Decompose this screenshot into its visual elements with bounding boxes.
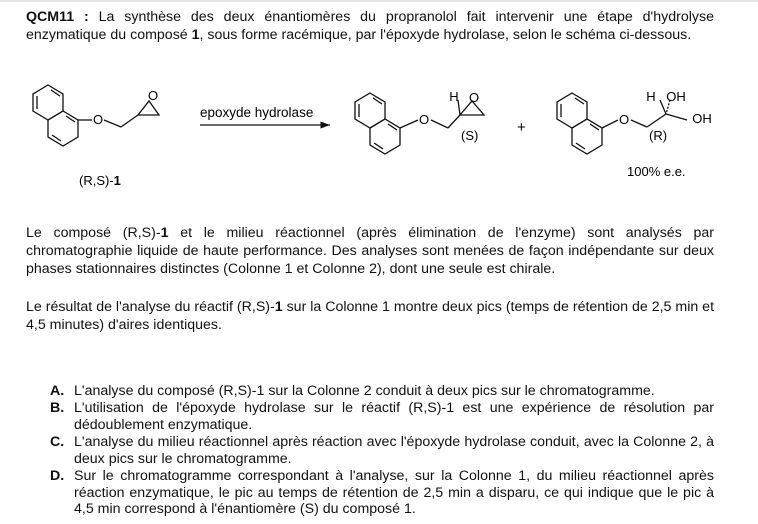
option-c[interactable] bbox=[50, 434, 714, 467]
product-s-config: (S) bbox=[461, 128, 479, 143]
option-b-text: L'utilisation de l'époxyde hydrolase sur le réactif (R,S)-1 est une expérience de résolution par dédoublement enzymatique. bbox=[74, 400, 714, 433]
reactant-ether-oxygen: O bbox=[92, 112, 104, 127]
option-a[interactable] bbox=[50, 383, 714, 400]
reaction-scheme bbox=[0, 80, 758, 190]
option-d-letter: D. bbox=[50, 468, 65, 484]
option-c-text: L'analyse du milieu réactionnel après réaction avec l'époxyde hydrolase conduit, avec la Colonne 2, à deux pics sur le chromatogramme. bbox=[74, 434, 714, 467]
option-a-letter: A. bbox=[50, 383, 65, 399]
product-r-hydrogen: H bbox=[646, 89, 656, 104]
product-s-ether-oxygen: O bbox=[418, 112, 430, 127]
paragraph2-text-1: Le composé (R,S)- bbox=[26, 225, 161, 241]
product-r-ether-oxygen: O bbox=[618, 112, 630, 127]
product-r-hydroxyl-2: OH bbox=[692, 111, 712, 126]
reactant-epoxide-oxygen: O bbox=[147, 88, 159, 103]
option-d-text: Sur le chromatogramme correspondant à l'analyse, sur la Colonne 1, du milieu réactionnel après réaction enzymatique, le pic au temps de rétention de 2,5 min a disparu, ce qui indique que le pic à 4,5 min correspond à l'énantiomère (S) du composé 1. bbox=[74, 468, 714, 518]
product-s-hydrogen: H bbox=[449, 89, 459, 104]
option-b[interactable] bbox=[50, 400, 714, 433]
option-d[interactable] bbox=[50, 468, 714, 518]
page-top-border bbox=[0, 0, 758, 2]
paragraph2-compound: 1 bbox=[160, 225, 169, 241]
question-intro bbox=[26, 8, 714, 44]
product-s-epoxide-oxygen: O bbox=[468, 90, 480, 105]
arrow-label: epoxyde hydrolase bbox=[200, 105, 314, 120]
product-r-hydroxyl-1: OH bbox=[666, 89, 686, 104]
paragraph2-text-2: et le milieu réactionnel (après élimination de l'enzyme) sont analysés par chromatographie liquide de haute performance. Des analyses sont menées de façon indépendante sur deux phases stationnaires distinctes (Colonne 1 et Colonne 2), dont une seule est chirale. bbox=[26, 225, 714, 278]
reactant-label: (R,S)-1 bbox=[79, 173, 121, 188]
plus-sign: + bbox=[517, 119, 526, 136]
question-id: QCM11 : bbox=[26, 9, 89, 25]
product-r-ee: 100% e.e. bbox=[627, 164, 686, 179]
intro-compound: 1 bbox=[191, 27, 200, 44]
paragraph3-text-2: sur la Colonne 1 montre deux pics (temps de rétention de 2,5 min et 4,5 minutes) d'aires identiques. bbox=[26, 299, 715, 334]
product-r-config: (R) bbox=[649, 128, 668, 143]
intro-text-1: La synthèse des deux énantiomères du propranolol fait intervenir une étape d'hydrolyse enzymatique du composé bbox=[26, 9, 714, 44]
paragraph3-compound: 1 bbox=[274, 299, 283, 315]
paragraph-result bbox=[26, 298, 714, 334]
intro-text-2: , sous forme racémique, par l'époxyde hydrolase, selon le schéma ci-dessous. bbox=[199, 27, 692, 44]
paragraph3-text-1: Le résultat de l'analyse du réactif (R,S)- bbox=[26, 299, 275, 315]
option-a-text: L'analyse du composé (R,S)-1 sur la Colonne 2 conduit à deux pics sur le chromatogramme. bbox=[74, 383, 655, 399]
option-c-letter: C. bbox=[50, 434, 65, 450]
option-b-letter: B. bbox=[50, 400, 65, 416]
paragraph-analysis bbox=[26, 224, 714, 279]
